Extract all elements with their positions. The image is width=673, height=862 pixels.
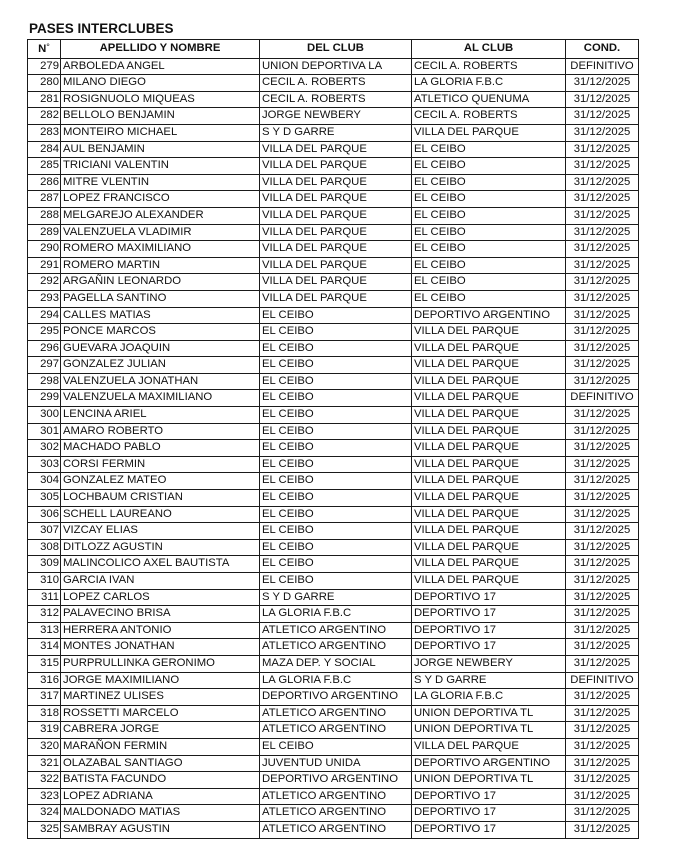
row-number: 309: [28, 556, 61, 573]
from-club: EL CEIBO: [260, 407, 412, 424]
row-number: 297: [28, 357, 61, 374]
player-name: LENCINA ARIEL: [61, 407, 260, 424]
table-row: [28, 738, 639, 755]
table-row: [28, 357, 639, 374]
player-name: BATISTA FACUNDO: [61, 772, 260, 789]
from-club: ATLETICO ARGENTINO: [260, 788, 412, 805]
condition: 31/12/2025: [566, 373, 639, 390]
table-row: [28, 639, 639, 656]
player-name: TRICIANI VALENTIN: [61, 158, 260, 175]
to-club: VILLA DEL PARQUE: [412, 324, 566, 341]
table-row: [28, 523, 639, 540]
row-number: 289: [28, 224, 61, 241]
to-club: EL CEIBO: [412, 207, 566, 224]
to-club: EL CEIBO: [412, 257, 566, 274]
table-row: [28, 755, 639, 772]
condition: DEFINITIVO: [566, 672, 639, 689]
from-club: VILLA DEL PARQUE: [260, 141, 412, 158]
player-name: AMARO ROBERTO: [61, 423, 260, 440]
table-row: [28, 141, 639, 158]
row-number: 282: [28, 108, 61, 125]
condition: 31/12/2025: [566, 207, 639, 224]
row-number: 320: [28, 738, 61, 755]
player-name: OLAZABAL SANTIAGO: [61, 755, 260, 772]
condition: 31/12/2025: [566, 307, 639, 324]
condition: 31/12/2025: [566, 91, 639, 108]
from-club: JORGE NEWBERY: [260, 108, 412, 125]
condition: 31/12/2025: [566, 158, 639, 175]
player-name: ROSSETTI MARCELO: [61, 705, 260, 722]
player-name: MELGAREJO ALEXANDER: [61, 207, 260, 224]
from-club: CECIL A. ROBERTS: [260, 75, 412, 92]
table-row: [28, 257, 639, 274]
to-club: VILLA DEL PARQUE: [412, 390, 566, 407]
table-row: [28, 124, 639, 141]
table-row: [28, 655, 639, 672]
player-name: GUEVARA JOAQUIN: [61, 340, 260, 357]
from-club: VILLA DEL PARQUE: [260, 224, 412, 241]
from-club: LA GLORIA F.B.C: [260, 606, 412, 623]
table-row: [28, 390, 639, 407]
table-row: [28, 705, 639, 722]
condition: 31/12/2025: [566, 622, 639, 639]
row-number: 317: [28, 689, 61, 706]
row-number: 312: [28, 606, 61, 623]
player-name: LOPEZ ADRIANA: [61, 788, 260, 805]
table-row: [28, 821, 639, 838]
from-club: EL CEIBO: [260, 456, 412, 473]
from-club: VILLA DEL PARQUE: [260, 191, 412, 208]
from-club: EL CEIBO: [260, 373, 412, 390]
from-club: EL CEIBO: [260, 490, 412, 507]
player-name: VALENZUELA MAXIMILIANO: [61, 390, 260, 407]
column-header-from-club: DEL CLUB: [260, 40, 412, 59]
from-club: EL CEIBO: [260, 440, 412, 457]
player-name: ARBOLEDA ANGEL: [61, 58, 260, 75]
table-row: [28, 290, 639, 307]
table-row: [28, 589, 639, 606]
player-name: PALAVECINO BRISA: [61, 606, 260, 623]
from-club: JUVENTUD UNIDA: [260, 755, 412, 772]
from-club: VILLA DEL PARQUE: [260, 207, 412, 224]
table-row: [28, 191, 639, 208]
row-number: 295: [28, 324, 61, 341]
condition: 31/12/2025: [566, 722, 639, 739]
row-number: 308: [28, 539, 61, 556]
player-name: PAGELLA SANTINO: [61, 290, 260, 307]
condition: 31/12/2025: [566, 257, 639, 274]
to-club: UNION DEPORTIVA TL: [412, 772, 566, 789]
from-club: ATLETICO ARGENTINO: [260, 722, 412, 739]
player-name: MALDONADO MATIAS: [61, 805, 260, 822]
from-club: DEPORTIVO ARGENTINO: [260, 772, 412, 789]
player-name: JORGE MAXIMILIANO: [61, 672, 260, 689]
table-body: [28, 58, 639, 838]
condition: 31/12/2025: [566, 689, 639, 706]
table-row: [28, 539, 639, 556]
from-club: ATLETICO ARGENTINO: [260, 639, 412, 656]
condition: 31/12/2025: [566, 639, 639, 656]
from-club: EL CEIBO: [260, 506, 412, 523]
from-club: EL CEIBO: [260, 324, 412, 341]
condition: 31/12/2025: [566, 755, 639, 772]
player-name: MITRE VLENTIN: [61, 174, 260, 191]
table-row: [28, 207, 639, 224]
row-number: 306: [28, 506, 61, 523]
condition: 31/12/2025: [566, 174, 639, 191]
condition: 31/12/2025: [566, 606, 639, 623]
condition: 31/12/2025: [566, 440, 639, 457]
table-row: [28, 307, 639, 324]
table-row: [28, 689, 639, 706]
to-club: VILLA DEL PARQUE: [412, 407, 566, 424]
to-club: DEPORTIVO ARGENTINO: [412, 755, 566, 772]
from-club: EL CEIBO: [260, 556, 412, 573]
from-club: LA GLORIA F.B.C: [260, 672, 412, 689]
row-number: 293: [28, 290, 61, 307]
player-name: AUL BENJAMIN: [61, 141, 260, 158]
player-name: VALENZUELA VLADIMIR: [61, 224, 260, 241]
condition: 31/12/2025: [566, 241, 639, 258]
to-club: VILLA DEL PARQUE: [412, 539, 566, 556]
table-row: [28, 174, 639, 191]
to-club: VILLA DEL PARQUE: [412, 373, 566, 390]
condition: 31/12/2025: [566, 772, 639, 789]
table-row: [28, 490, 639, 507]
table-row: [28, 672, 639, 689]
condition: 31/12/2025: [566, 523, 639, 540]
condition: 31/12/2025: [566, 539, 639, 556]
condition: 31/12/2025: [566, 573, 639, 590]
from-club: EL CEIBO: [260, 573, 412, 590]
from-club: ATLETICO ARGENTINO: [260, 805, 412, 822]
player-name: MACHADO PABLO: [61, 440, 260, 457]
from-club: VILLA DEL PARQUE: [260, 241, 412, 258]
to-club: VILLA DEL PARQUE: [412, 440, 566, 457]
table-row: [28, 373, 639, 390]
player-name: MALINCOLICO AXEL BAUTISTA: [61, 556, 260, 573]
to-club: UNION DEPORTIVA TL: [412, 705, 566, 722]
row-number: 294: [28, 307, 61, 324]
to-club: DEPORTIVO 17: [412, 639, 566, 656]
row-number: 290: [28, 241, 61, 258]
table-row: [28, 805, 639, 822]
to-club: VILLA DEL PARQUE: [412, 738, 566, 755]
table-row: [28, 158, 639, 175]
player-name: MONTES JONATHAN: [61, 639, 260, 656]
to-club: DEPORTIVO 17: [412, 805, 566, 822]
player-name: SAMBRAY AGUSTIN: [61, 821, 260, 838]
player-name: MILANO DIEGO: [61, 75, 260, 92]
table-row: [28, 324, 639, 341]
to-club: VILLA DEL PARQUE: [412, 490, 566, 507]
row-number: 302: [28, 440, 61, 457]
table-row: [28, 506, 639, 523]
condition: 31/12/2025: [566, 324, 639, 341]
to-club: VILLA DEL PARQUE: [412, 523, 566, 540]
row-number: 305: [28, 490, 61, 507]
to-club: VILLA DEL PARQUE: [412, 456, 566, 473]
player-name: GARCIA IVAN: [61, 573, 260, 590]
to-club: EL CEIBO: [412, 141, 566, 158]
column-header-number: [28, 40, 61, 59]
condition: 31/12/2025: [566, 473, 639, 490]
player-name: ROMERO MAXIMILIANO: [61, 241, 260, 258]
condition: 31/12/2025: [566, 191, 639, 208]
to-club: DEPORTIVO ARGENTINO: [412, 307, 566, 324]
table-row: [28, 108, 639, 125]
to-club: DEPORTIVO 17: [412, 589, 566, 606]
row-number: 316: [28, 672, 61, 689]
row-number: 315: [28, 655, 61, 672]
from-club: VILLA DEL PARQUE: [260, 174, 412, 191]
player-name: CABRERA JORGE: [61, 722, 260, 739]
row-number: 286: [28, 174, 61, 191]
condition: 31/12/2025: [566, 705, 639, 722]
table-row: [28, 722, 639, 739]
to-club: ATLETICO QUENUMA: [412, 91, 566, 108]
to-club: DEPORTIVO 17: [412, 821, 566, 838]
player-name: CALLES MATIAS: [61, 307, 260, 324]
transfers-table: [27, 39, 639, 839]
from-club: S Y D GARRE: [260, 124, 412, 141]
player-name: LOCHBAUM CRISTIAN: [61, 490, 260, 507]
table-row: [28, 556, 639, 573]
to-club: DEPORTIVO 17: [412, 788, 566, 805]
table-row: [28, 224, 639, 241]
from-club: VILLA DEL PARQUE: [260, 158, 412, 175]
table-row: [28, 622, 639, 639]
condition: 31/12/2025: [566, 506, 639, 523]
row-number: 310: [28, 573, 61, 590]
condition: 31/12/2025: [566, 357, 639, 374]
table-row: [28, 75, 639, 92]
player-name: GONZALEZ MATEO: [61, 473, 260, 490]
row-number: 311: [28, 589, 61, 606]
to-club: VILLA DEL PARQUE: [412, 473, 566, 490]
player-name: ARGAÑIN LEONARDO: [61, 274, 260, 291]
from-club: EL CEIBO: [260, 307, 412, 324]
from-club: S Y D GARRE: [260, 589, 412, 606]
player-name: ROSIGNUOLO MIQUEAS: [61, 91, 260, 108]
to-club: VILLA DEL PARQUE: [412, 506, 566, 523]
condition: 31/12/2025: [566, 456, 639, 473]
row-number: 321: [28, 755, 61, 772]
row-number: 298: [28, 373, 61, 390]
row-number: 313: [28, 622, 61, 639]
player-name: MONTEIRO MICHAEL: [61, 124, 260, 141]
row-number: 284: [28, 141, 61, 158]
player-name: VIZCAY ELIAS: [61, 523, 260, 540]
table-row: [28, 241, 639, 258]
row-number: 304: [28, 473, 61, 490]
table-row: [28, 473, 639, 490]
player-name: CORSI FERMIN: [61, 456, 260, 473]
row-number: 325: [28, 821, 61, 838]
from-club: VILLA DEL PARQUE: [260, 274, 412, 291]
to-club: EL CEIBO: [412, 290, 566, 307]
from-club: ATLETICO ARGENTINO: [260, 821, 412, 838]
column-header-to-club: AL CLUB: [412, 40, 566, 59]
row-number: 318: [28, 705, 61, 722]
to-club: EL CEIBO: [412, 191, 566, 208]
condition: 31/12/2025: [566, 788, 639, 805]
row-number: 300: [28, 407, 61, 424]
row-number: 291: [28, 257, 61, 274]
player-name: PURPRULLINKA GERONIMO: [61, 655, 260, 672]
row-number: 279: [28, 58, 61, 75]
row-number: 299: [28, 390, 61, 407]
from-club: EL CEIBO: [260, 357, 412, 374]
from-club: VILLA DEL PARQUE: [260, 290, 412, 307]
to-club: VILLA DEL PARQUE: [412, 423, 566, 440]
from-club: EL CEIBO: [260, 738, 412, 755]
condition: 31/12/2025: [566, 224, 639, 241]
condition: 31/12/2025: [566, 124, 639, 141]
row-number: 283: [28, 124, 61, 141]
row-number: 296: [28, 340, 61, 357]
table-row: [28, 772, 639, 789]
condition: DEFINITIVO: [566, 390, 639, 407]
to-club: VILLA DEL PARQUE: [412, 124, 566, 141]
player-name: PONCE MARCOS: [61, 324, 260, 341]
from-club: EL CEIBO: [260, 473, 412, 490]
from-club: CECIL A. ROBERTS: [260, 91, 412, 108]
condition: 31/12/2025: [566, 75, 639, 92]
condition: 31/12/2025: [566, 490, 639, 507]
condition: 31/12/2025: [566, 141, 639, 158]
to-club: DEPORTIVO 17: [412, 622, 566, 639]
from-club: ATLETICO ARGENTINO: [260, 622, 412, 639]
player-name: HERRERA ANTONIO: [61, 622, 260, 639]
to-club: EL CEIBO: [412, 274, 566, 291]
from-club: EL CEIBO: [260, 423, 412, 440]
row-number: 292: [28, 274, 61, 291]
table-row: [28, 58, 639, 75]
player-name: SCHELL LAUREANO: [61, 506, 260, 523]
player-name: BELLOLO BENJAMIN: [61, 108, 260, 125]
document-title: PASES INTERCLUBES: [29, 21, 174, 36]
condition: 31/12/2025: [566, 340, 639, 357]
condition: DEFINITIVO: [566, 58, 639, 75]
to-club: DEPORTIVO 17: [412, 606, 566, 623]
condition: 31/12/2025: [566, 108, 639, 125]
column-header-number-suffix: °: [46, 42, 50, 52]
row-number: 323: [28, 788, 61, 805]
row-number: 324: [28, 805, 61, 822]
row-number: 307: [28, 523, 61, 540]
to-club: LA GLORIA F.B.C: [412, 75, 566, 92]
to-club: JORGE NEWBERY: [412, 655, 566, 672]
condition: 31/12/2025: [566, 655, 639, 672]
player-name: LOPEZ FRANCISCO: [61, 191, 260, 208]
player-name: DITLOZZ AGUSTIN: [61, 539, 260, 556]
row-number: 285: [28, 158, 61, 175]
table-row: [28, 456, 639, 473]
from-club: DEPORTIVO ARGENTINO: [260, 689, 412, 706]
condition: 31/12/2025: [566, 274, 639, 291]
table-row: [28, 407, 639, 424]
table-row: [28, 91, 639, 108]
to-club: S Y D GARRE: [412, 672, 566, 689]
player-name: MARTINEZ ULISES: [61, 689, 260, 706]
to-club: EL CEIBO: [412, 174, 566, 191]
row-number: 287: [28, 191, 61, 208]
column-header-condition: COND.: [566, 40, 639, 59]
table-header-row: [28, 40, 639, 59]
table-row: [28, 340, 639, 357]
table-row: [28, 423, 639, 440]
row-number: 314: [28, 639, 61, 656]
player-name: LOPEZ CARLOS: [61, 589, 260, 606]
to-club: VILLA DEL PARQUE: [412, 357, 566, 374]
table-row: [28, 274, 639, 291]
to-club: EL CEIBO: [412, 158, 566, 175]
row-number: 280: [28, 75, 61, 92]
row-number: 319: [28, 722, 61, 739]
to-club: VILLA DEL PARQUE: [412, 573, 566, 590]
condition: 31/12/2025: [566, 423, 639, 440]
table-row: [28, 440, 639, 457]
column-header-number-label: N: [38, 43, 47, 55]
player-name: GONZALEZ JULIAN: [61, 357, 260, 374]
to-club: CECIL A. ROBERTS: [412, 58, 566, 75]
from-club: ATLETICO ARGENTINO: [260, 705, 412, 722]
to-club: LA GLORIA F.B.C: [412, 689, 566, 706]
condition: 31/12/2025: [566, 556, 639, 573]
condition: 31/12/2025: [566, 407, 639, 424]
to-club: VILLA DEL PARQUE: [412, 556, 566, 573]
row-number: 301: [28, 423, 61, 440]
from-club: EL CEIBO: [260, 539, 412, 556]
column-header-name: APELLIDO Y NOMBRE: [61, 40, 260, 59]
table-row: [28, 606, 639, 623]
from-club: EL CEIBO: [260, 340, 412, 357]
condition: 31/12/2025: [566, 738, 639, 755]
row-number: 288: [28, 207, 61, 224]
row-number: 322: [28, 772, 61, 789]
condition: 31/12/2025: [566, 821, 639, 838]
to-club: EL CEIBO: [412, 224, 566, 241]
row-number: 281: [28, 91, 61, 108]
player-name: VALENZUELA JONATHAN: [61, 373, 260, 390]
to-club: VILLA DEL PARQUE: [412, 340, 566, 357]
to-club: CECIL A. ROBERTS: [412, 108, 566, 125]
from-club: EL CEIBO: [260, 390, 412, 407]
from-club: VILLA DEL PARQUE: [260, 257, 412, 274]
player-name: MARAÑON FERMIN: [61, 738, 260, 755]
row-number: 303: [28, 456, 61, 473]
table-row: [28, 573, 639, 590]
to-club: EL CEIBO: [412, 241, 566, 258]
condition: 31/12/2025: [566, 290, 639, 307]
from-club: UNION DEPORTIVA LA: [260, 58, 412, 75]
player-name: ROMERO MARTIN: [61, 257, 260, 274]
table-row: [28, 788, 639, 805]
condition: 31/12/2025: [566, 805, 639, 822]
to-club: UNION DEPORTIVA TL: [412, 722, 566, 739]
from-club: MAZA DEP. Y SOCIAL: [260, 655, 412, 672]
condition: 31/12/2025: [566, 589, 639, 606]
from-club: EL CEIBO: [260, 523, 412, 540]
